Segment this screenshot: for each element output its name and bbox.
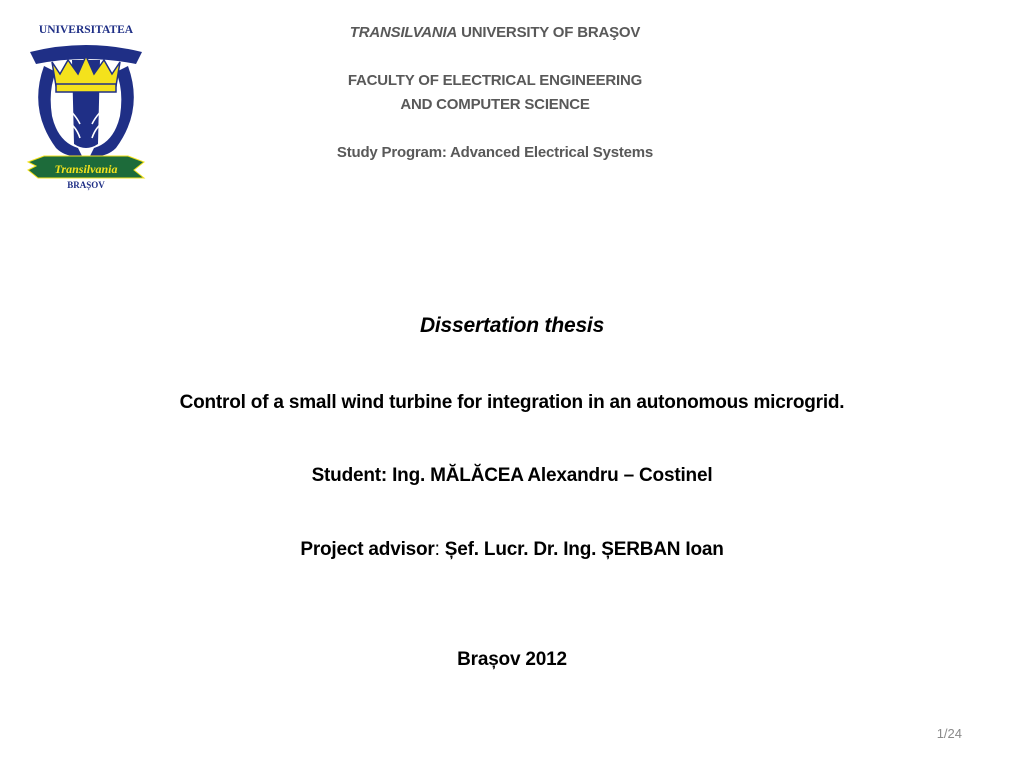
thesis-type: Dissertation thesis — [419, 314, 605, 337]
university-name-rest: UNIVERSITY OF BRAŞOV — [457, 24, 641, 41]
thesis-title: Control of a small wind turbine for integration in an autonomous microgrid. — [179, 392, 845, 413]
study-program: Study Program: Advanced Electrical Systems — [336, 144, 654, 161]
logo-top-text: UNIVERSITATEA — [38, 24, 134, 36]
logo-banner-text: Transilvania — [54, 162, 118, 176]
project-advisor — [0, 538, 1024, 562]
university-name — [250, 23, 740, 43]
logo-bottom-text: BRAȘOV — [67, 180, 105, 190]
university-logo — [22, 20, 150, 192]
university-name-italic: TRANSILVANIA — [349, 24, 458, 41]
student-name: Student: Ing. MĂLĂCEA Alexandru – Costinel — [311, 465, 713, 486]
advisor-name: Șef. Lucr. Dr. Ing. ȘERBAN Ioan — [439, 539, 724, 560]
advisor-colon: : — [434, 539, 440, 560]
place-year: Brașov 2012 — [457, 649, 567, 670]
page-number: 1/24 — [936, 726, 962, 741]
faculty-line-2: AND COMPUTER SCIENCE — [400, 96, 590, 113]
faculty-line-1: FACULTY OF ELECTRICAL ENGINEERING — [347, 72, 643, 89]
advisor-label: Project advisor — [300, 539, 435, 560]
